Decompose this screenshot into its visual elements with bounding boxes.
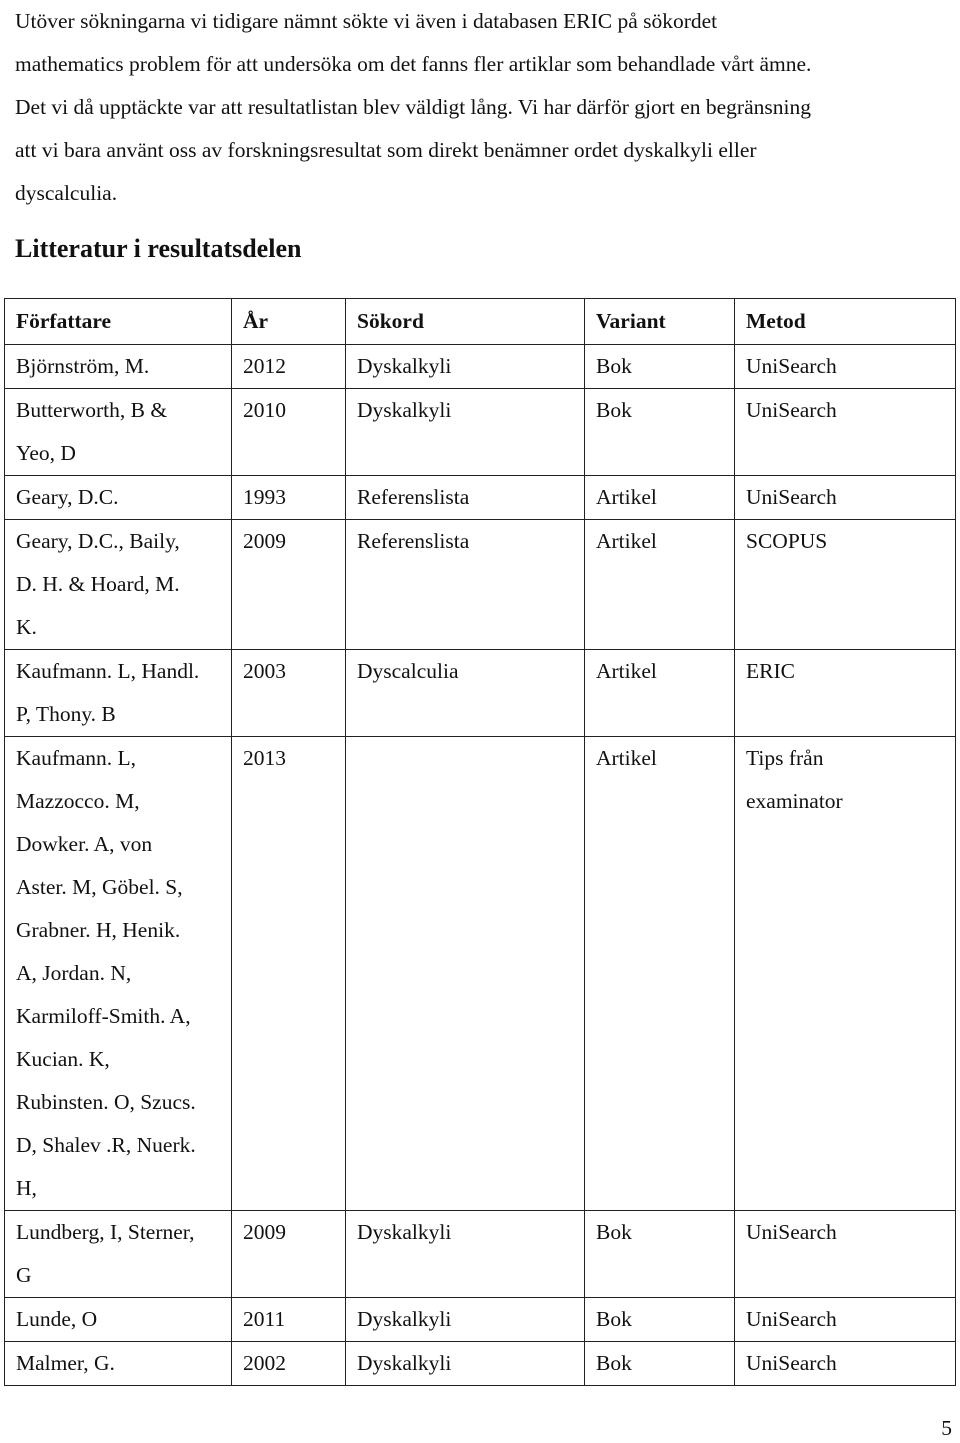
table-row xyxy=(5,345,956,389)
cell-author-line: Geary, D.C. xyxy=(16,485,119,509)
cell-year: 2013 xyxy=(232,737,346,1211)
cell-author-line: Kucian. K, xyxy=(16,1047,110,1071)
cell-method xyxy=(735,1342,956,1386)
cell-variant: Artikel xyxy=(585,476,735,520)
intro-paragraph xyxy=(15,0,950,215)
cell-method xyxy=(735,650,956,737)
cell-method xyxy=(735,476,956,520)
cell-author-line: Aster. M, Göbel. S, xyxy=(16,875,183,899)
table-row xyxy=(5,650,956,737)
cell-author-line: Lundberg, I, Sterner, xyxy=(16,1220,195,1244)
table-row xyxy=(5,737,956,1211)
cell-method-line: UniSearch xyxy=(746,1220,837,1244)
intro-line: dyscalculia. xyxy=(15,181,118,205)
cell-variant: Bok xyxy=(585,345,735,389)
cell-author-line: Grabner. H, Henik. xyxy=(16,918,181,942)
cell-author-line: Mazzocco. M, xyxy=(16,789,140,813)
cell-author xyxy=(5,737,232,1211)
cell-method xyxy=(735,737,956,1211)
cell-author-line: A, Jordan. N, xyxy=(16,961,132,985)
section-heading: Litteratur i resultatsdelen xyxy=(15,234,302,263)
cell-year: 2009 xyxy=(232,1211,346,1298)
cell-author-line: Butterworth, B & xyxy=(16,398,168,422)
cell-variant: Bok xyxy=(585,389,735,476)
cell-author-line: Kaufmann. L, xyxy=(16,746,137,770)
cell-author-line: Yeo, D xyxy=(16,441,76,465)
header-method: Metod xyxy=(735,299,956,345)
cell-author xyxy=(5,1211,232,1298)
header-year: År xyxy=(232,299,346,345)
cell-year: 2009 xyxy=(232,520,346,650)
cell-author xyxy=(5,1298,232,1342)
cell-term: Dyskalkyli xyxy=(346,1342,585,1386)
cell-author-line: H, xyxy=(16,1176,37,1200)
cell-author-line: Dowker. A, von xyxy=(16,832,153,856)
cell-variant: Artikel xyxy=(585,650,735,737)
cell-author-line: Rubinsten. O, Szucs. xyxy=(16,1090,196,1114)
cell-author xyxy=(5,650,232,737)
cell-method-line: UniSearch xyxy=(746,398,837,422)
cell-method xyxy=(735,1298,956,1342)
header-author: Författare xyxy=(5,299,232,345)
cell-method-line: examinator xyxy=(746,789,843,813)
cell-method-line: UniSearch xyxy=(746,354,837,378)
cell-author-line: Kaufmann. L, Handl. xyxy=(16,659,200,683)
cell-method-line: SCOPUS xyxy=(746,529,828,553)
cell-term xyxy=(346,737,585,1211)
table-row xyxy=(5,1298,956,1342)
cell-author-line: Malmer, G. xyxy=(16,1351,115,1375)
cell-author xyxy=(5,476,232,520)
cell-term: Referenslista xyxy=(346,476,585,520)
literature-table xyxy=(4,298,956,1386)
cell-method-line: UniSearch xyxy=(746,1351,837,1375)
cell-author-line: Björnström, M. xyxy=(16,354,150,378)
cell-term: Referenslista xyxy=(346,520,585,650)
header-variant: Variant xyxy=(585,299,735,345)
cell-variant: Bok xyxy=(585,1211,735,1298)
cell-method xyxy=(735,345,956,389)
cell-author-line: D. H. & Hoard, M. xyxy=(16,572,180,596)
cell-author-line: D, Shalev .R, Nuerk. xyxy=(16,1133,196,1157)
cell-term: Dyscalculia xyxy=(346,650,585,737)
table-row xyxy=(5,389,956,476)
cell-author-line: Lunde, O xyxy=(16,1307,98,1331)
cell-year: 2002 xyxy=(232,1342,346,1386)
cell-author-line: P, Thony. B xyxy=(16,702,116,726)
cell-method-line: UniSearch xyxy=(746,485,837,509)
cell-method xyxy=(735,1211,956,1298)
cell-variant: Bok xyxy=(585,1342,735,1386)
cell-method xyxy=(735,520,956,650)
cell-author-line: Geary, D.C., Baily, xyxy=(16,529,180,553)
intro-line: Det vi då upptäckte var att resultatlistan blev väldigt lång. Vi har därför gjort en begränsning xyxy=(15,95,811,119)
table-header-row xyxy=(5,299,956,345)
cell-method-line: ERIC xyxy=(746,659,795,683)
cell-term: Dyskalkyli xyxy=(346,389,585,476)
cell-year: 2003 xyxy=(232,650,346,737)
cell-method-line: Tips från xyxy=(746,746,824,770)
intro-line: Utöver sökningarna vi tidigare nämnt sökte vi även i databasen ERIC på sökordet xyxy=(15,9,718,33)
cell-year: 2011 xyxy=(232,1298,346,1342)
cell-author xyxy=(5,1342,232,1386)
cell-author-line: K. xyxy=(16,615,37,639)
cell-author xyxy=(5,389,232,476)
cell-term: Dyskalkyli xyxy=(346,345,585,389)
intro-line: mathematics problem för att undersöka om det fanns fler artiklar som behandlade vårt ämne. xyxy=(15,52,812,76)
cell-year: 2010 xyxy=(232,389,346,476)
intro-line: att vi bara använt oss av forskningsresultat som direkt benämner ordet dyskalkyli eller xyxy=(15,138,757,162)
cell-year: 1993 xyxy=(232,476,346,520)
cell-variant: Bok xyxy=(585,1298,735,1342)
cell-variant: Artikel xyxy=(585,737,735,1211)
cell-author-line: G xyxy=(16,1263,32,1287)
page-number: 5 xyxy=(941,1416,952,1440)
cell-term: Dyskalkyli xyxy=(346,1211,585,1298)
table-row xyxy=(5,1342,956,1386)
cell-author-line: Karmiloff-Smith. A, xyxy=(16,1004,191,1028)
cell-author xyxy=(5,520,232,650)
cell-method xyxy=(735,389,956,476)
cell-author xyxy=(5,345,232,389)
cell-method-line: UniSearch xyxy=(746,1307,837,1331)
table-row xyxy=(5,476,956,520)
cell-term: Dyskalkyli xyxy=(346,1298,585,1342)
cell-variant: Artikel xyxy=(585,520,735,650)
table-row xyxy=(5,520,956,650)
cell-year: 2012 xyxy=(232,345,346,389)
table-body xyxy=(5,345,956,1386)
table-row xyxy=(5,1211,956,1298)
header-term: Sökord xyxy=(346,299,585,345)
